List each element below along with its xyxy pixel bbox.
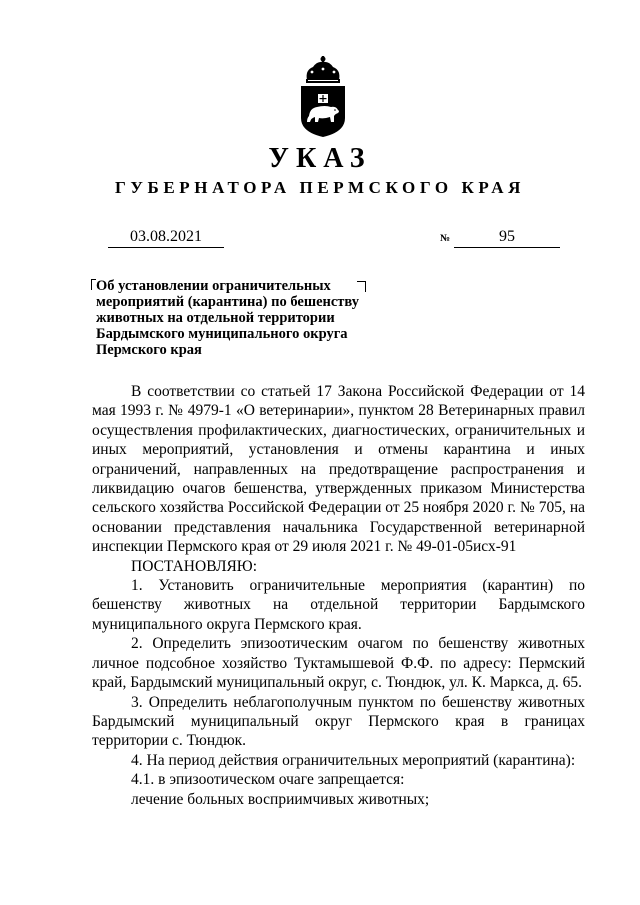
document-number: 95	[454, 227, 560, 248]
clause-2: 2. Определить эпизоотическим очагом по бешенству животных личное подсобное хозяйство Туктамышевой Ф.Ф. по адресу: Пермский край, Бардымский муниципальный округ, с. Тюндюк, ул. К. Маркса, д. 65.	[92, 635, 585, 692]
document-body	[92, 382, 585, 809]
shield-icon	[301, 86, 345, 137]
clause-3: 3. Определить неблагополучным пунктом по бешенству животных Бардымский муниципальный округ Пермского края в границах территории с. Тюндюк.	[92, 693, 585, 750]
decree-word: ПОСТАНОВЛЯЮ:	[131, 557, 258, 575]
document-title: УКАЗ	[268, 143, 372, 174]
clause-4-1: 4.1. в эпизоотическом очаге запрещается:	[131, 771, 405, 789]
preamble-paragraph: В соответствии со статьей 17 Закона Российской Федерации от 14 мая 1993 г. № 4979-1 «О ветеринарии», пунктом 28 Ветеринарных правил осуществления профилактических, диагностических, ограничительных и иных мероприятий, установления и отмены карантина и иных ограничений, направленных на предотвращение распространения и ликвидацию очагов бешенства, утвержденных приказом Министерства сельского хозяйства Российской Федерации от 25 ноября 2020 г. № 705, на основании представления начальника Государственной ветеринарной инспекции Пермского края от 29 июля 2021 г. № 49-01-05исх-91	[92, 383, 585, 556]
document-heading: Об установлении ограничительных мероприятий (карантина) по бешенству животных на отдельной территории Бардымского муниципального округа Пермского края	[96, 278, 360, 358]
clause-1: 1. Установить ограничительные мероприятия (карантин) по бешенству животных на отдельной территории Бардымского муниципального округа Пермского края.	[92, 577, 585, 633]
number-label: №	[440, 233, 451, 244]
document-subtitle: ГУБЕРНАТОРА ПЕРМСКОГО КРАЯ	[115, 178, 525, 197]
coat-of-arms-emblem	[293, 56, 353, 138]
document-date: 03.08.2021	[108, 227, 224, 248]
clause-4-1-item: лечение больных восприимчивых животных;	[131, 790, 430, 808]
crown-icon	[306, 56, 340, 83]
clause-4: 4. На период действия ограничительных мероприятий (карантина):	[131, 751, 576, 769]
